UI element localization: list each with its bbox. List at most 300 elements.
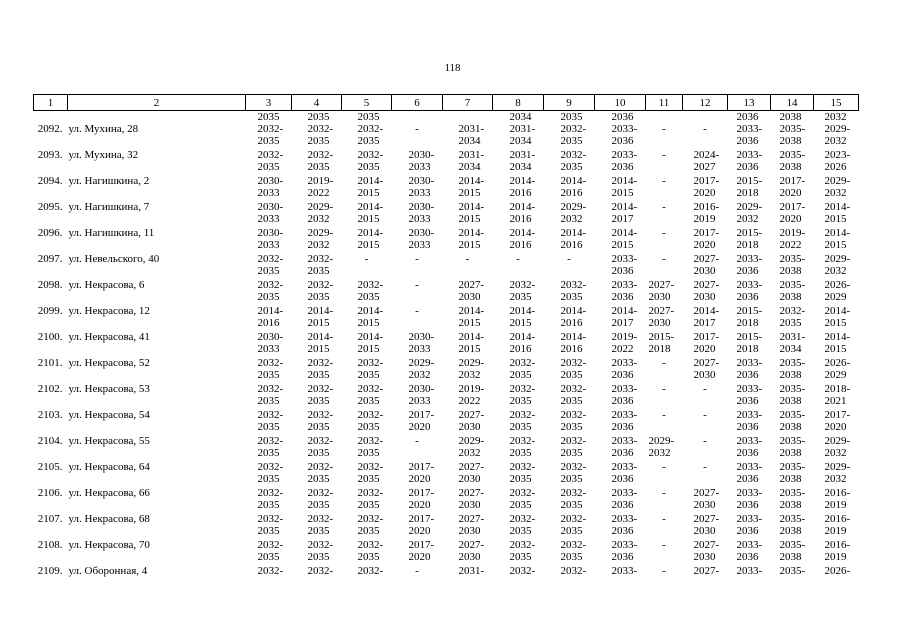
period-cell <box>392 149 443 175</box>
cell-text: 2035-2038 <box>779 253 806 277</box>
cell-text: 2035- <box>779 565 806 577</box>
cell-text: - <box>703 435 707 447</box>
period-cell <box>493 175 544 201</box>
table-row <box>34 357 859 383</box>
cell-text: 2032-2035 <box>560 123 587 147</box>
period-cell <box>392 331 443 357</box>
cell-text: 2014-2016 <box>560 227 587 251</box>
cell-text: 2033- <box>736 565 763 577</box>
period-cell <box>683 357 728 383</box>
cell-text: 2027- <box>693 565 720 577</box>
row-number: 2093. <box>37 149 63 161</box>
period-cell <box>392 175 443 201</box>
period-cell <box>595 435 646 461</box>
period-cell <box>292 253 342 279</box>
period-cell <box>683 175 728 201</box>
period-cell <box>246 565 292 591</box>
cell-text: 2014-2016 <box>257 305 284 329</box>
cell-text: 2017-2020 <box>779 175 806 199</box>
cell-text: 2015-2018 <box>736 175 763 199</box>
period-cell <box>814 175 859 201</box>
period-cell <box>392 227 443 253</box>
period-cell <box>342 331 392 357</box>
table-header-row <box>34 95 859 111</box>
period-cell <box>493 383 544 409</box>
period-cell <box>814 461 859 487</box>
cell-text: 2029-2032 <box>648 435 675 459</box>
column-header: 8 <box>493 95 544 111</box>
cell-text: 2032-2035 <box>357 149 384 173</box>
address-cell: ул. Некрасова, 12 <box>68 305 150 317</box>
cell-text: - <box>662 565 666 577</box>
period-cell <box>728 565 771 591</box>
row-number: 2104. <box>37 435 63 447</box>
table-row <box>34 539 859 565</box>
period-cell <box>771 253 814 279</box>
address-cell: ул. Мухина, 28 <box>68 123 139 135</box>
period-cell <box>342 357 392 383</box>
cell-text: 2033-2036 <box>611 435 638 459</box>
period-cell <box>443 513 493 539</box>
period-cell <box>728 279 771 305</box>
cell-text: 2027-2030 <box>458 487 485 511</box>
period-cell <box>595 461 646 487</box>
period-cell <box>728 409 771 435</box>
cell-text: 2016-2019 <box>824 539 851 563</box>
cell-text: 2030-2033 <box>257 175 284 199</box>
period-cell <box>728 461 771 487</box>
cell-text: 2027-2030 <box>693 279 720 303</box>
period-cell <box>683 487 728 513</box>
cell-text: 2032-2035 <box>257 383 284 407</box>
cell-text: 2032-2035 <box>307 383 334 407</box>
carryover-cell <box>544 111 595 124</box>
carryover-cell <box>814 111 859 124</box>
period-cell <box>683 279 728 305</box>
address-cell: ул. Некрасова, 6 <box>68 279 145 291</box>
period-cell <box>246 357 292 383</box>
dash-cell <box>646 123 683 149</box>
period-cell <box>771 461 814 487</box>
cell-text: 2032-2035 <box>307 435 334 459</box>
period-cell <box>292 357 342 383</box>
cell-text: 2015-2018 <box>736 227 763 251</box>
cell-text: 2032-2035 <box>560 487 587 511</box>
cell-text: 2032-2035 <box>307 253 334 277</box>
period-cell <box>443 201 493 227</box>
cell-text: 2014-2015 <box>824 201 851 225</box>
row-number: 2092. <box>37 123 63 135</box>
period-cell <box>342 539 392 565</box>
dash-cell <box>646 487 683 513</box>
carryover-cell <box>771 111 814 124</box>
cell-text: 2032-2035 <box>257 487 284 511</box>
period-cell <box>342 123 392 149</box>
period-cell <box>392 383 443 409</box>
row-number: 2102. <box>37 383 63 395</box>
row-number: 2097. <box>37 253 63 265</box>
period-cell <box>292 461 342 487</box>
cell-text: 2027-2030 <box>458 461 485 485</box>
cell-text: 2032-2035 <box>357 123 384 147</box>
period-cell <box>292 435 342 461</box>
period-cell <box>595 487 646 513</box>
cell-text: 2014-2015 <box>357 201 384 225</box>
period-cell <box>292 201 342 227</box>
dash-cell <box>544 253 595 279</box>
cell-text: 2014-2015 <box>824 331 851 355</box>
cell-text: 2030-2033 <box>257 227 284 251</box>
cell-text: - <box>662 175 666 187</box>
row-number: 2099. <box>37 305 63 317</box>
period-cell <box>493 227 544 253</box>
period-cell <box>392 409 443 435</box>
period-cell <box>595 201 646 227</box>
dash-cell <box>646 565 683 591</box>
cell-text: 2014-2015 <box>458 227 485 251</box>
period-cell <box>595 513 646 539</box>
period-cell <box>814 409 859 435</box>
page-number: 118 <box>444 62 461 74</box>
cell-text: 2029-2032 <box>307 201 334 225</box>
cell-text: 2032-2035 <box>560 357 587 381</box>
period-cell <box>493 279 544 305</box>
cell-text: 2031-2034 <box>509 149 536 173</box>
cell-text: 2033-2036 <box>736 435 763 459</box>
period-cell <box>443 487 493 513</box>
column-header: 1 <box>34 95 68 111</box>
period-cell <box>771 357 814 383</box>
period-cell <box>814 513 859 539</box>
cell-text: 2035-2038 <box>779 513 806 537</box>
period-cell <box>595 357 646 383</box>
cell-text: - <box>662 201 666 213</box>
cell-text: - <box>415 565 419 577</box>
cell-text: 2032-2035 <box>357 383 384 407</box>
cell-text: 2033-2036 <box>736 253 763 277</box>
period-cell <box>342 279 392 305</box>
period-cell <box>771 435 814 461</box>
dash-cell <box>392 305 443 331</box>
row-number: 2094. <box>37 175 63 187</box>
cell-text: 2033-2036 <box>611 461 638 485</box>
cell-text: 2033-2036 <box>736 279 763 303</box>
period-cell <box>443 149 493 175</box>
period-cell <box>292 331 342 357</box>
empty-cell <box>443 111 493 124</box>
period-cell <box>544 435 595 461</box>
dash-cell <box>646 461 683 487</box>
row-number: 2109. <box>37 565 63 577</box>
cell-text: 2017-2020 <box>408 513 435 537</box>
cell-text: - <box>415 123 419 135</box>
period-cell <box>544 461 595 487</box>
cell-text: 2030-2033 <box>408 201 435 225</box>
cell-text: 2029-2032 <box>824 253 851 277</box>
period-cell <box>443 305 493 331</box>
cell-text: - <box>662 383 666 395</box>
empty-cell <box>68 111 246 124</box>
period-cell <box>246 487 292 513</box>
period-cell <box>728 305 771 331</box>
row-number: 2105. <box>37 461 63 473</box>
cell-text: 2032-2035 <box>257 461 284 485</box>
cell-text: 2014-2015 <box>611 227 638 251</box>
cell-text: 2034 <box>509 111 532 123</box>
cell-text: 2030-2033 <box>257 201 284 225</box>
period-cell <box>595 253 646 279</box>
period-cell <box>814 279 859 305</box>
period-cell <box>246 253 292 279</box>
cell-text: 2033-2036 <box>736 409 763 433</box>
period-cell <box>544 149 595 175</box>
cell-text: 2032-2035 <box>357 435 384 459</box>
cell-text: 2032-2035 <box>357 409 384 433</box>
cell-text: 2014-2015 <box>509 305 536 329</box>
cell-text: 2014-2015 <box>824 227 851 251</box>
period-cell <box>683 253 728 279</box>
cell-text: 2035-2038 <box>779 487 806 511</box>
period-cell <box>771 123 814 149</box>
period-cell <box>292 513 342 539</box>
period-cell <box>544 487 595 513</box>
dash-cell <box>646 539 683 565</box>
table-row <box>34 253 859 279</box>
cell-text: 2035-2038 <box>779 357 806 381</box>
column-header: 2 <box>68 95 246 111</box>
cell-text: 2031- <box>458 565 485 577</box>
cell-text: 2024-2027 <box>693 149 720 173</box>
cell-text: 2035 <box>560 111 583 123</box>
period-cell <box>342 461 392 487</box>
period-cell <box>683 305 728 331</box>
cell-text: 2014-2015 <box>458 201 485 225</box>
cell-text: 2027-2030 <box>693 487 720 511</box>
cell-text: 2036 <box>736 111 759 123</box>
cell-text: 2035 <box>307 111 330 123</box>
cell-text: 2015-2018 <box>736 331 763 355</box>
cell-text: 2035-2038 <box>779 435 806 459</box>
column-header: 15 <box>814 95 859 111</box>
column-header: 13 <box>728 95 771 111</box>
cell-text: 2017-2020 <box>408 409 435 433</box>
period-cell <box>814 201 859 227</box>
period-cell <box>292 279 342 305</box>
period-cell <box>814 565 859 591</box>
period-cell <box>595 279 646 305</box>
cell-text: - <box>415 253 419 265</box>
cell-text: 2032-2035 <box>257 253 284 277</box>
period-cell <box>683 539 728 565</box>
table-row <box>34 175 859 201</box>
address-cell: ул. Оборонная, 4 <box>68 565 148 577</box>
cell-text: 2014-2017 <box>611 305 638 329</box>
period-cell <box>342 409 392 435</box>
cell-text: 2032 <box>824 111 847 123</box>
dash-cell <box>646 253 683 279</box>
dash-cell <box>443 253 493 279</box>
cell-text: 2017-2020 <box>824 409 851 433</box>
period-cell <box>246 175 292 201</box>
cell-text: 2016-2019 <box>824 487 851 511</box>
cell-text: 2014-2016 <box>509 227 536 251</box>
cell-text: - <box>364 253 369 265</box>
period-cell <box>544 227 595 253</box>
cell-text: 2026- <box>824 565 851 577</box>
period-cell <box>493 149 544 175</box>
period-cell <box>246 409 292 435</box>
table-row <box>34 227 859 253</box>
period-cell <box>342 565 392 591</box>
dash-cell <box>392 565 443 591</box>
cell-text: 2027-2030 <box>458 279 485 303</box>
cell-text: 2032-2035 <box>257 435 284 459</box>
dash-cell <box>683 123 728 149</box>
dash-cell <box>646 357 683 383</box>
empty-cell <box>646 111 683 124</box>
period-cell <box>814 123 859 149</box>
period-cell <box>443 123 493 149</box>
cell-text: 2032-2035 <box>560 435 587 459</box>
column-header: 12 <box>683 95 728 111</box>
cell-text: - <box>662 513 666 525</box>
period-cell <box>595 565 646 591</box>
period-cell <box>771 565 814 591</box>
cell-text: 2014-2015 <box>458 331 485 355</box>
cell-text: 2032-2035 <box>257 149 284 173</box>
cell-text: 2015-2018 <box>736 305 763 329</box>
cell-text: 2033-2036 <box>611 487 638 511</box>
period-cell <box>544 201 595 227</box>
row-number: 2098. <box>37 279 63 291</box>
dash-cell <box>342 253 392 279</box>
period-cell <box>728 513 771 539</box>
cell-text: 2029-2032 <box>408 357 435 381</box>
period-cell <box>728 253 771 279</box>
period-cell <box>728 383 771 409</box>
period-cell <box>342 487 392 513</box>
column-header: 11 <box>646 95 683 111</box>
column-header: 10 <box>595 95 646 111</box>
period-cell <box>493 435 544 461</box>
cell-text: 2032- <box>560 565 587 577</box>
cell-text: 2033-2036 <box>611 383 638 407</box>
period-cell <box>292 539 342 565</box>
cell-text: - <box>703 383 707 395</box>
cell-text: 2032-2035 <box>560 539 587 563</box>
carryover-cell <box>292 111 342 124</box>
period-cell <box>443 539 493 565</box>
column-header: 3 <box>246 95 292 111</box>
cell-text: 2030-2033 <box>257 331 284 355</box>
cell-text: 2031-2034 <box>458 149 485 173</box>
period-cell <box>493 565 544 591</box>
cell-text: 2030-2033 <box>408 383 435 407</box>
period-cell <box>342 227 392 253</box>
cell-text: 2035 <box>357 111 380 123</box>
period-cell <box>683 331 728 357</box>
cell-text: 2032-2035 <box>560 409 587 433</box>
cell-text: 2033-2036 <box>611 409 638 433</box>
table-row <box>34 149 859 175</box>
cell-text: 2014-2017 <box>693 305 720 329</box>
period-cell <box>814 435 859 461</box>
table-row <box>34 461 859 487</box>
cell-text: 2038 <box>779 111 802 123</box>
cell-text: 2035-2038 <box>779 123 806 147</box>
cell-text: 2027-2030 <box>458 513 485 537</box>
cell-text: 2017-2020 <box>693 175 720 199</box>
period-cell <box>728 149 771 175</box>
address-cell: ул. Некрасова, 64 <box>68 461 150 473</box>
period-cell <box>814 305 859 331</box>
period-cell <box>646 279 683 305</box>
table-row <box>34 487 859 513</box>
table-row <box>34 123 859 149</box>
address-cell: ул. Некрасова, 41 <box>68 331 150 343</box>
period-cell <box>246 227 292 253</box>
cell-text: 2016-2019 <box>824 513 851 537</box>
address-cell: ул. Нагишкина, 2 <box>68 175 150 187</box>
period-cell <box>246 513 292 539</box>
cell-text: 2032- <box>257 565 284 577</box>
cell-text: 2019-2022 <box>779 227 806 251</box>
cell-text: - <box>703 409 707 421</box>
address-cell: ул. Некрасова, 54 <box>68 409 150 421</box>
cell-text: 2032-2035 <box>357 357 384 381</box>
cell-text: 2029-2032 <box>736 201 763 225</box>
cell-text: - <box>662 357 666 369</box>
period-cell <box>443 435 493 461</box>
table-row <box>34 305 859 331</box>
column-header: 5 <box>342 95 392 111</box>
address-cell: ул. Некрасова, 66 <box>68 487 150 499</box>
period-cell <box>493 331 544 357</box>
cell-text: 2032-2035 <box>779 305 806 329</box>
cell-text: 2014-2015 <box>307 305 334 329</box>
dash-cell <box>646 513 683 539</box>
period-cell <box>646 435 683 461</box>
period-cell <box>342 383 392 409</box>
cell-text: 2033-2036 <box>611 149 638 173</box>
column-header: 9 <box>544 95 595 111</box>
period-cell <box>595 331 646 357</box>
dash-cell <box>646 383 683 409</box>
column-header: 4 <box>292 95 342 111</box>
period-cell <box>771 331 814 357</box>
cell-text: 2027-2030 <box>458 539 485 563</box>
period-cell <box>392 487 443 513</box>
cell-text: 2033-2036 <box>611 253 638 277</box>
period-cell <box>728 357 771 383</box>
cell-text: - <box>662 409 666 421</box>
cell-text: 2029-2032 <box>824 175 851 199</box>
dash-cell <box>392 253 443 279</box>
cell-text: 2027-2030 <box>693 253 720 277</box>
cell-text: 2033-2036 <box>736 461 763 485</box>
period-cell <box>728 123 771 149</box>
period-cell <box>683 149 728 175</box>
period-cell <box>292 565 342 591</box>
period-cell <box>771 487 814 513</box>
period-cell <box>595 539 646 565</box>
address-cell: ул. Невельского, 40 <box>68 253 160 265</box>
period-cell <box>814 357 859 383</box>
period-cell <box>595 227 646 253</box>
period-cell <box>728 331 771 357</box>
period-cell <box>246 461 292 487</box>
period-cell <box>646 305 683 331</box>
